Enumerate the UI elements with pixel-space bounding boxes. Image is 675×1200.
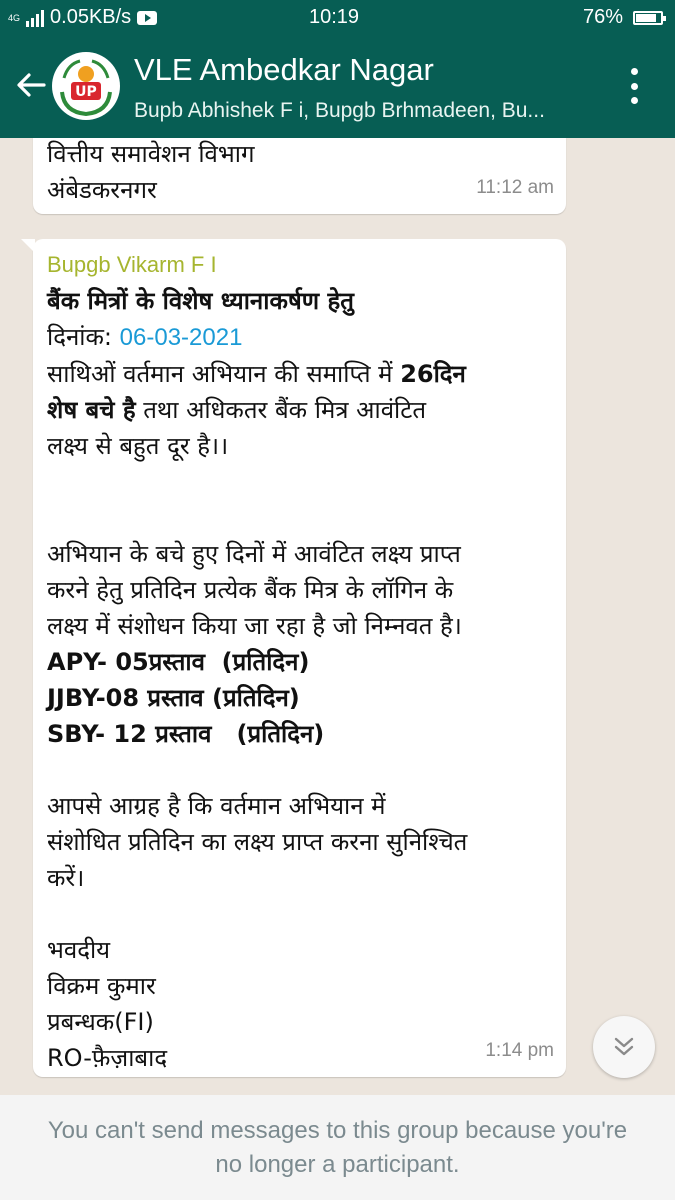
- message-line: करने हेतु प्रतिदिन प्रत्येक बैंक मित्र के लॉगिन के: [47, 576, 454, 604]
- signature-line: विक्रम कुमार: [47, 972, 156, 1000]
- signature-line: प्रबन्धक(FI): [47, 1008, 154, 1036]
- message-line: अभियान के बचे हुए दिनों में आवंटित लक्ष्य प्राप्त: [47, 540, 461, 568]
- target-line: SBY- 12 प्रस्ताव (प्रतिदिन): [47, 720, 325, 748]
- message-text: [47, 138, 254, 208]
- signature-line: RO-फ़ैज़ाबाद: [47, 1044, 168, 1072]
- battery-percent: 76%: [582, 6, 623, 28]
- scroll-to-bottom-button[interactable]: [593, 1016, 655, 1078]
- back-arrow-icon[interactable]: [14, 68, 48, 102]
- chat-area[interactable]: [0, 138, 675, 1095]
- target-line: JJBY-08 प्रस्ताव (प्रतिदिन): [47, 684, 300, 712]
- target-line: APY- 05प्रस्ताव (प्रतिदिन): [47, 648, 310, 676]
- chat-header: [0, 36, 675, 138]
- message-text: [47, 249, 552, 1076]
- message-line: लक्ष्य में संशोधन किया जा रहा है जो निम्नवत है।: [47, 612, 462, 640]
- bold-segment: 26दिन: [400, 360, 466, 388]
- date-label: दिनांक:: [47, 323, 113, 351]
- message-line: अंबेडकरनगर: [47, 176, 157, 204]
- message-line: करें।: [47, 864, 85, 892]
- message-heading: बैंक मित्रों के विशेष ध्यानाकर्षण हेतु: [47, 287, 354, 315]
- text-segment: तथा अधिकतर बैंक मित्र आवंटित: [143, 396, 427, 424]
- message-line: [47, 392, 552, 428]
- message-line: वित्तीय समावेशन विभाग: [47, 140, 255, 168]
- status-bar: [0, 0, 675, 36]
- not-participant-notice: You can't send messages to this group because you're no longer a participant.: [47, 1117, 628, 1178]
- footer-notice-bar: [0, 1095, 675, 1200]
- chat-participants[interactable]: Bupb Abhishek F i, Bupgb Brhmadeen, Bu...: [134, 99, 545, 122]
- message-line: आपसे आग्रह है कि वर्तमान अभियान में: [47, 792, 386, 820]
- battery-icon: [633, 11, 663, 25]
- message-time: 11:12 am: [476, 177, 554, 198]
- blank-line: [47, 752, 552, 788]
- signature-line: भवदीय: [47, 936, 111, 964]
- status-right: [583, 6, 663, 29]
- message-date-line: [47, 319, 552, 356]
- youtube-notification-icon: [137, 11, 157, 25]
- bold-segment: शेष बचे है: [47, 396, 136, 424]
- text-segment: साथिओं वर्तमान अभियान की समाप्ति में: [47, 360, 393, 388]
- message-line: संशोधित प्रतिदिन का लक्ष्य प्राप्त करना सुनिश्चित: [47, 828, 468, 856]
- date-link[interactable]: 06-03-2021: [119, 324, 243, 351]
- blank-line: [47, 500, 552, 536]
- chat-title[interactable]: VLE Ambedkar Nagar: [134, 52, 434, 87]
- up-logo-icon: [52, 52, 120, 120]
- message-time: 1:14 pm: [485, 1040, 554, 1061]
- data-speed: 0.05KB/s: [50, 6, 132, 28]
- signal-icon: [26, 9, 44, 27]
- network-type: 4G: [8, 12, 21, 23]
- status-left: [8, 6, 157, 29]
- blank-line: [47, 896, 552, 932]
- message-line: लक्ष्य से बहुत दूर है।।: [47, 432, 229, 460]
- clock: 10:19: [309, 6, 360, 28]
- avatar-text: UP: [75, 84, 97, 100]
- message-bubble[interactable]: [33, 239, 566, 1077]
- sender-name[interactable]: Bupgb Vikarm F I: [47, 252, 217, 277]
- group-avatar[interactable]: [52, 52, 120, 120]
- message-bubble[interactable]: [33, 138, 566, 214]
- blank-line: [47, 464, 552, 500]
- more-options-icon[interactable]: [628, 68, 640, 104]
- message-line: [47, 356, 552, 392]
- double-chevron-down-icon: [612, 1035, 636, 1059]
